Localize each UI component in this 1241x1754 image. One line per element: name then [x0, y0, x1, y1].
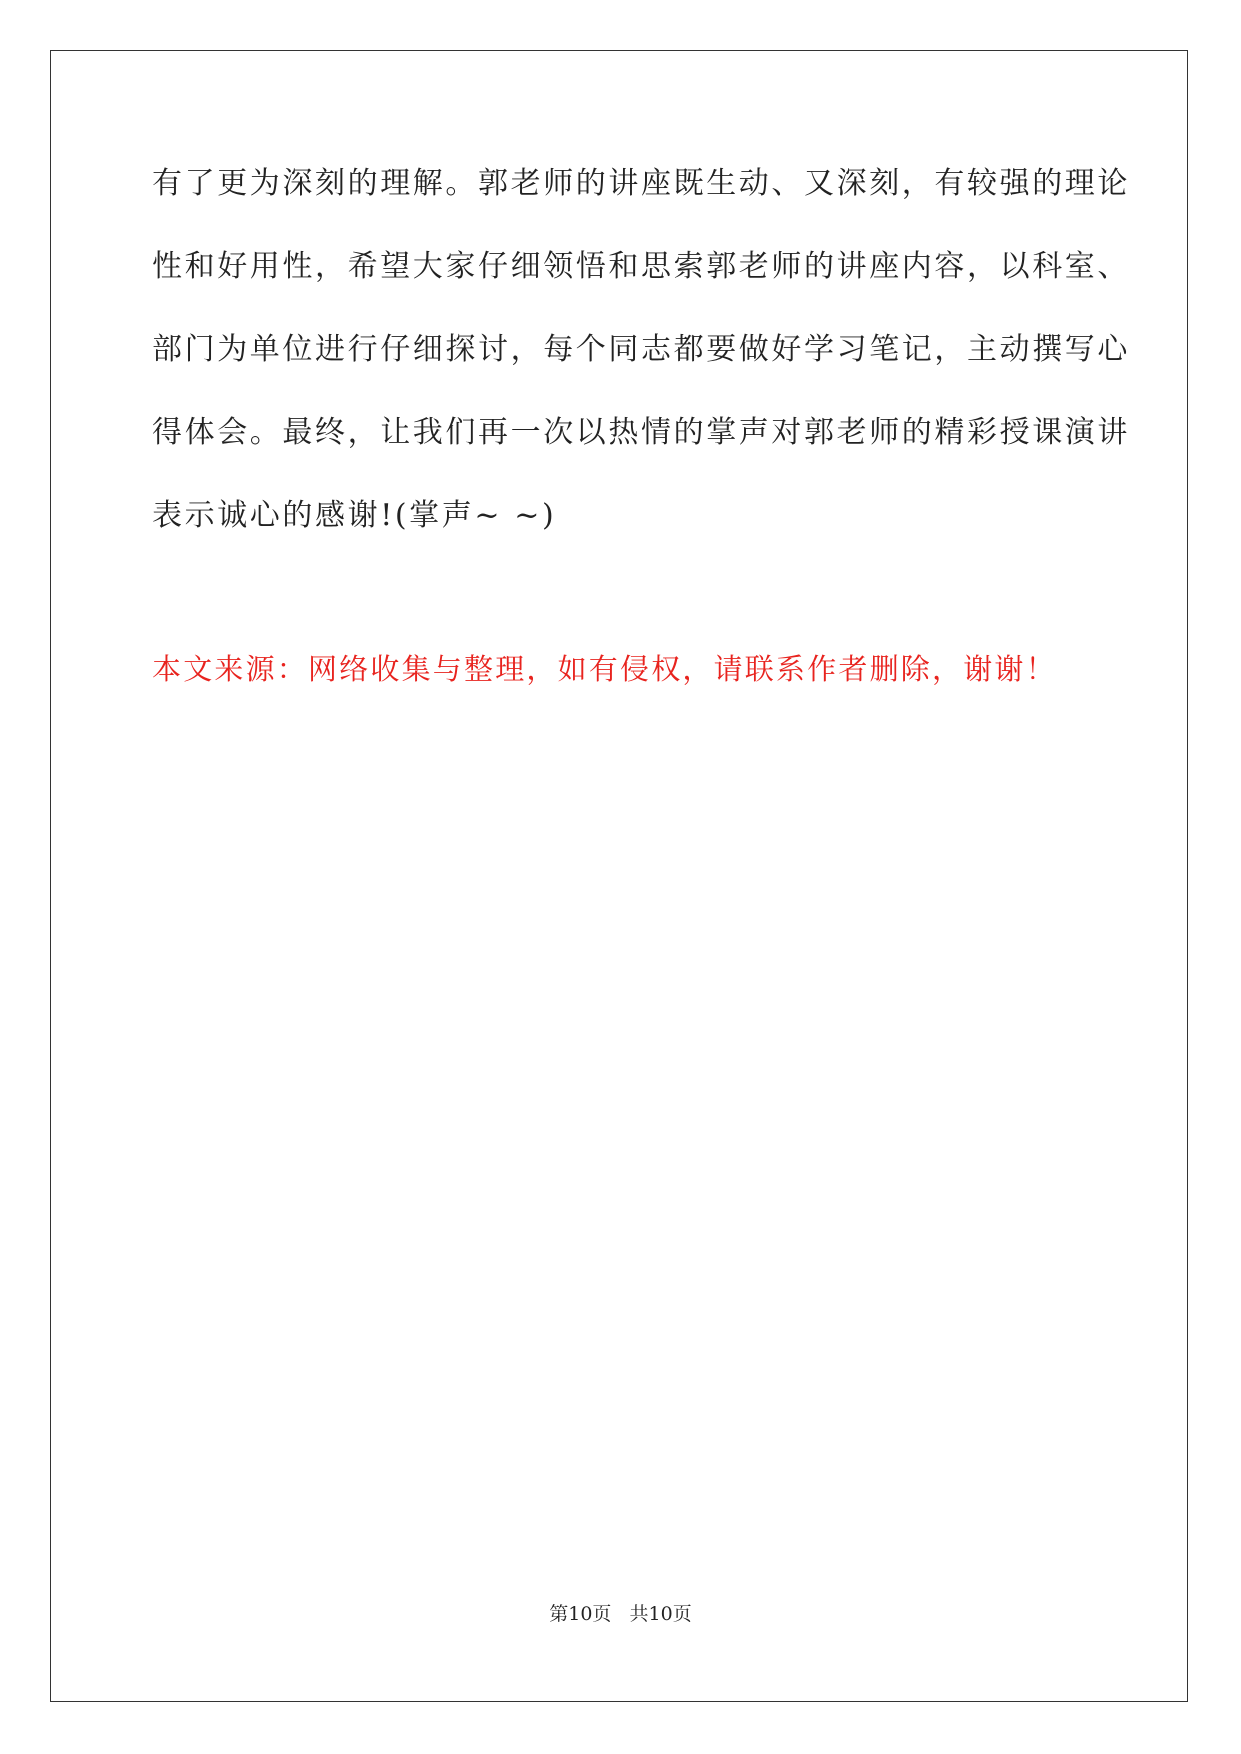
- page-number-footer: 第10页 共10页: [549, 1603, 692, 1625]
- body-text-line: 部门为单位进行仔细探讨，每个同志都要做好学习笔记，主动撰写心: [152, 332, 1130, 367]
- body-text-line: 有了更为深刻的理解。郭老师的讲座既生动、又深刻，有较强的理论: [152, 166, 1130, 201]
- source-disclaimer: 本文来源：网络收集与整理，如有侵权，请联系作者删除，谢谢！: [152, 652, 1057, 686]
- body-text-line: 表示诚心的感谢!(掌声~ ~): [152, 498, 557, 533]
- body-text: [152, 164, 1130, 579]
- body-text-line: 得体会。最终，让我们再一次以热情的掌声对郭老师的精彩授课演讲: [152, 415, 1130, 450]
- body-text-line: 性和好用性，希望大家仔细领悟和思索郭老师的讲座内容，以科室、: [152, 249, 1130, 284]
